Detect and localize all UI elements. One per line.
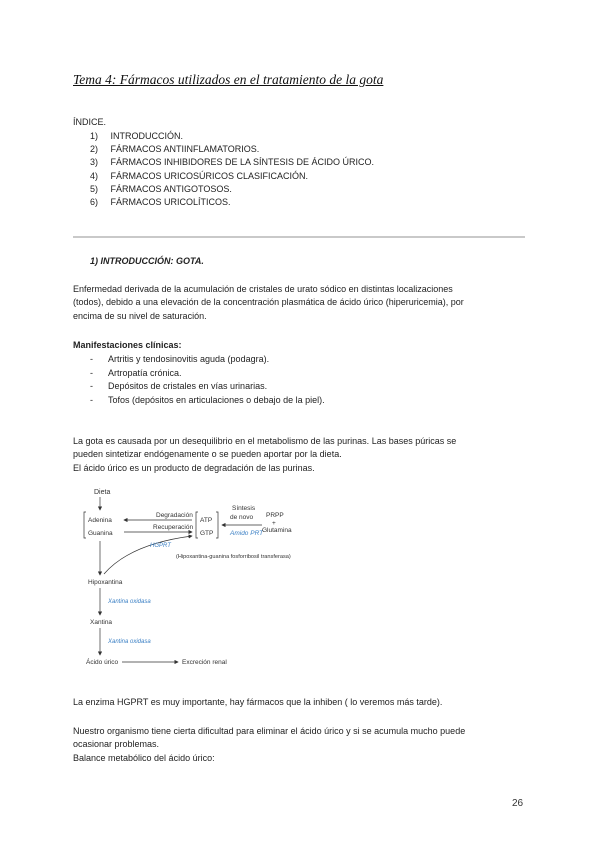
purine-metabolism-diagram [80,484,350,674]
intro-paragraph: Enfermedad derivada de la acumulación de cristales de urato sódico en distintas localizaciones (todos), debido a una elevación de la concentración plasmática de ácido úrico (hiperuricemia), por encima de su nivel de saturación. [73,284,464,321]
purines-paragraph: La gota es causada por un desequilibrio en el metabolismo de las purinas. Las bases púricas se pueden sintetizar endógenamente o se pueden aportar por la dieta. El ácido úrico es un producto de degradación de las purinas. [73,436,457,473]
page-title: Tema 4: Fármacos utilizados en el tratamiento de la gota [73,72,384,87]
diagram-acido-urico: Ácido úrico [86,659,119,666]
final-paragraph: Nuestro organismo tiene cierta dificultad para eliminar el ácido úrico y si se acumula mucho puede ocasionar problemas. Balance metabólico del ácido úrico: [73,726,466,763]
diagram-hipoxantina: Hipoxantina [88,579,123,586]
diagram-plus: + [272,520,276,527]
diagram-recuperacion: Recuperación [153,524,194,531]
diagram-hgprt-note: (Hipoxantina-guanina fosforribosil transferasa) [176,554,291,560]
diagram-gtp: GTP [200,530,214,537]
index-list [90,130,374,209]
index-item: 6) FÁRMACOS URICOLÍTICOS. [90,197,231,208]
index-item: 5) FÁRMACOS ANTIGOTOSOS. [90,183,232,194]
diagram-excrecion: Excreción renal [182,659,227,666]
diagram-glutamina: Glutamina [262,527,292,534]
section-heading: 1) INTRODUCCIÓN: GOTA. [90,256,204,266]
diagram-xantina-oxidasa-2: Xantina oxidasa [108,639,151,645]
diagram-hgprt: HGPRT [150,543,171,549]
diagram-degradacion: Degradación [156,512,193,519]
list-item: - Artropatía crónica. [90,367,182,378]
diagram-xantina-oxidasa-1: Xantina oxidasa [108,599,151,605]
page-number: 26 [512,798,524,809]
index-item: 4) FÁRMACOS URICOSÚRICOS CLASIFICACIÓN. [90,170,309,181]
diagram-sintesis: Síntesis [232,505,256,512]
list-item: - Artritis y tendosinovitis aguda (podagra). [90,354,270,364]
diagram-atp: ATP [200,517,213,524]
diagram-de-novo: de novo [230,514,254,521]
diagram-guanina: Guanina [88,530,113,537]
index-label: ÍNDICE. [73,117,107,127]
hgprt-paragraph: La enzima HGPRT es muy importante, hay fármacos que la inhiben ( lo veremos más tarde). [73,697,443,707]
index-item: 2) FÁRMACOS ANTIINFLAMATORIOS. [90,144,260,155]
diagram-prpp: PRPP [266,512,284,519]
diagram-xantina: Xantina [90,619,113,626]
manifestations-list [90,353,325,407]
manifestations-heading: Manifestaciones clínicas: [73,340,182,350]
index-item: 3) FÁRMACOS INHIBIDORES DE LA SÍNTESIS DE ÁCIDO ÚRICO. [90,157,375,168]
section-divider [73,236,525,238]
list-item: - Depósitos de cristales en vías urinarias. [90,381,268,392]
diagram-amido-prt: Amido PRT [230,530,264,537]
index-item: 1) INTRODUCCIÓN. [90,131,184,141]
diagram-dieta: Dieta [94,489,111,496]
diagram-adenina: Adenina [88,517,112,524]
list-item: - Tofos (depósitos en articulaciones o debajo de la piel). [90,394,325,405]
